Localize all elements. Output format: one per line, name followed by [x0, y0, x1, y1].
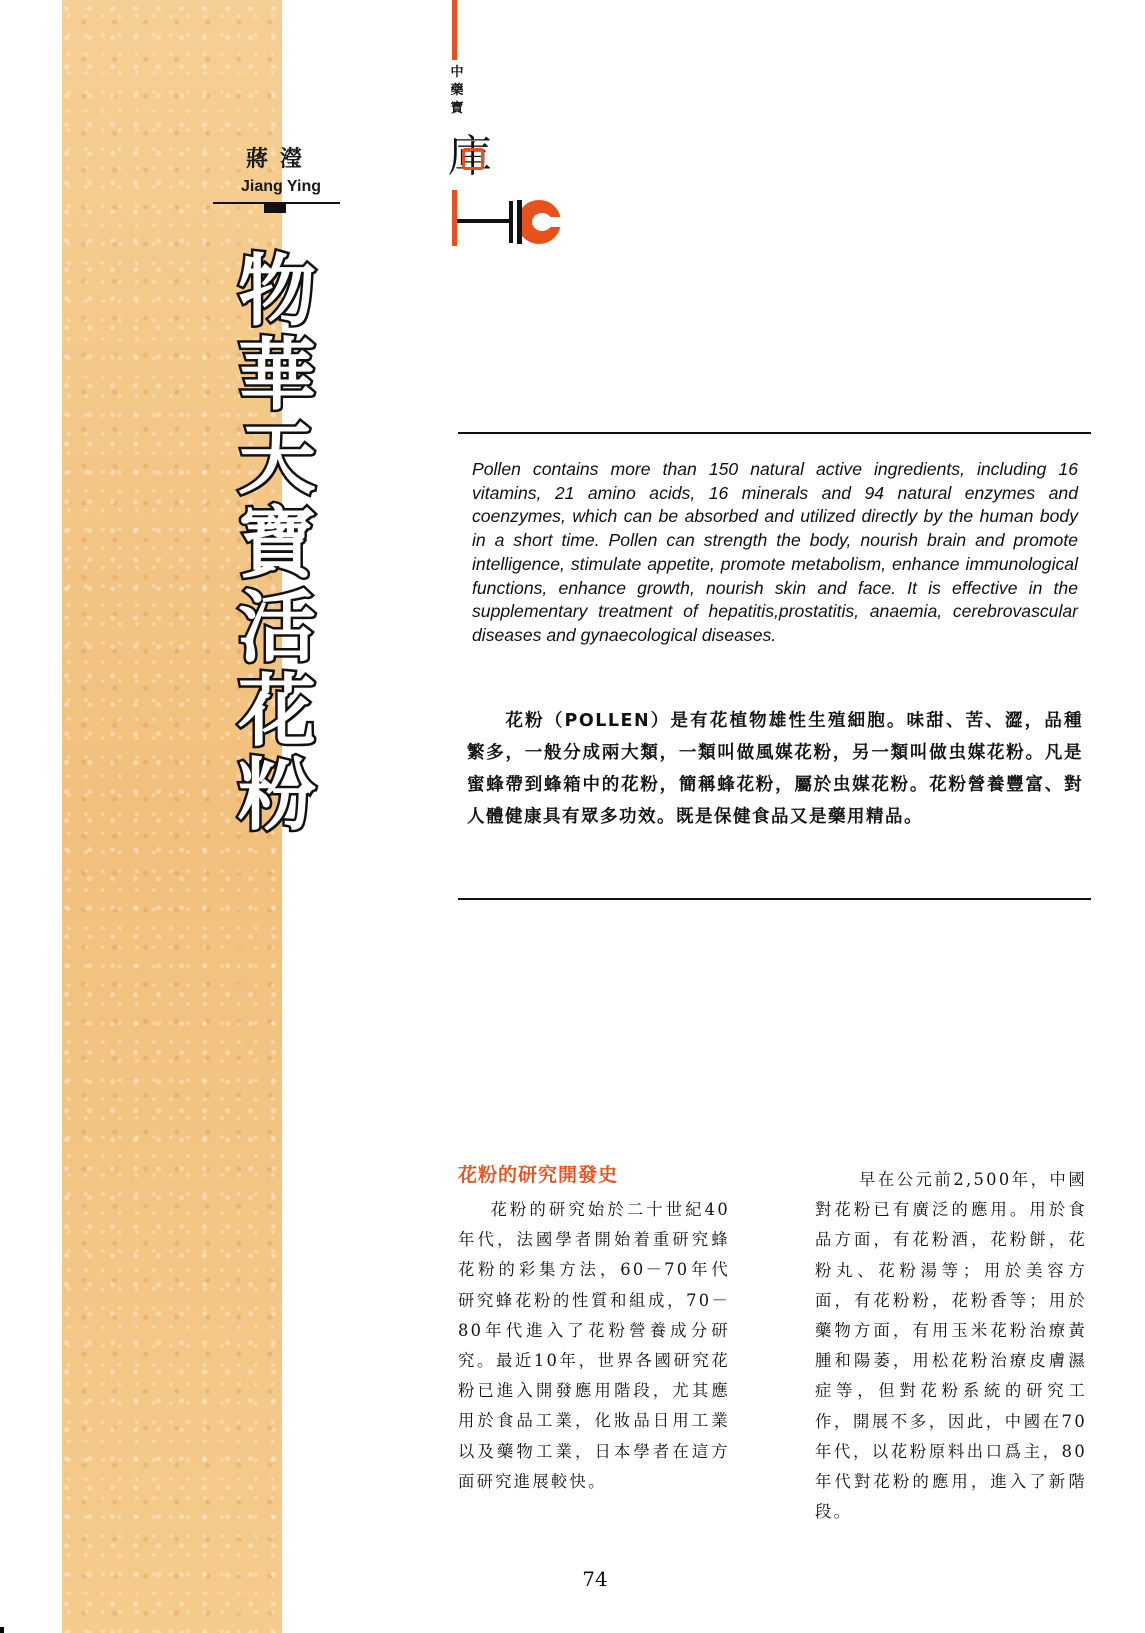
- column-logo-label: [447, 64, 467, 118]
- logo-shape: [517, 200, 522, 244]
- logo-shape: [452, 190, 457, 246]
- corner-mark: [1115, 0, 1145, 2]
- logo-label-char: 藥: [450, 83, 464, 98]
- logo-accent-bar: [452, 0, 457, 60]
- column-logo-main-char: 庫: [448, 131, 492, 182]
- author-divider-block: [264, 202, 286, 213]
- abstract-english: Pollen contains more than 150 natural active ingredients, including 16 vitamins, 21 amino acids, 16 minerals and 94 natural enzymes and coenzymes, which can be absorbed and utilized directly by the human body in a short time. Pollen can strength the body, nourish brain and promote intelligence, stimulate appetite, promote metabolism, enhance immunological functions, enhance growth, nourish skin and face. It is effective in the supplementary treatment of hepatitis,prostatitis, anaemia, cerebrovascular diseases and gynaecological diseases.: [472, 459, 1078, 645]
- logo-accent-square: [462, 148, 484, 170]
- logo-shape: [509, 201, 513, 243]
- title-char: 粉: [237, 751, 316, 841]
- body-column-left: 花粉的研究始於二十世紀40年代，法國學者開始着重研究蜂花粉的彩集方法，60－70年代研究蜂花粉的性質和組成，70－80年代進入了花粉營養成分研究。最近10年，世界各國研究花粉已進入開發應用階段，尤其應用於食品工業，化妝品日用工業以及藥物工業，日本學者在這方面研究進展較快。: [458, 1200, 730, 1491]
- abstract-chinese: 花粉（POLLEN）是有花植物雄性生殖細胞。味甜、苦、澀，品種繁多，一般分成兩大類，一類叫做風媒花粉，另一類叫做虫媒花粉。凡是蜜蜂帶到蜂箱中的花粉，簡稱蜂花粉，屬於虫媒花粉。花粉營養豐富、對人體健康具有眾多功效。既是保健食品又是藥用精品。: [467, 711, 1083, 827]
- author-name-english: Jiang Ying: [240, 178, 321, 195]
- page-number: 74: [582, 1567, 608, 1591]
- section-heading: 花粉的研究開發史: [458, 1164, 619, 1186]
- title-char: 物: [237, 247, 316, 337]
- body-column-right: 早在公元前2,500年，中國對花粉已有廣泛的應用。用於食品方面，有花粉酒，花粉餅，花粉丸、花粉湯等；用於美容方面，有花粉粉，花粉香等；用於藥物方面，有用玉米花粉治療黃腫和陽萎，用松花粉治療皮膚濕症等，但對花粉系統的研究工作，開展不多，因此，中國在70年代，以花粉原料出口爲主，80年代對花粉的應用，進入了新階段。: [815, 1170, 1087, 1522]
- article-title: [232, 247, 322, 841]
- title-char: 寶: [237, 499, 316, 589]
- author-name-chinese: 蔣瀅: [245, 147, 314, 172]
- title-char: 活: [237, 583, 316, 673]
- logo-label-char: 寶: [450, 101, 464, 116]
- abstract-bottom-rule: [458, 898, 1091, 900]
- title-char: 花: [237, 667, 316, 757]
- logo-shape: [457, 219, 509, 223]
- logo-c-shape-opening: [545, 217, 565, 227]
- abstract-top-rule: [458, 432, 1091, 434]
- title-char: 華: [237, 331, 316, 421]
- logo-label-char: 中: [450, 65, 464, 80]
- crop-mark: [0, 1627, 4, 1633]
- title-char: 天: [237, 415, 316, 505]
